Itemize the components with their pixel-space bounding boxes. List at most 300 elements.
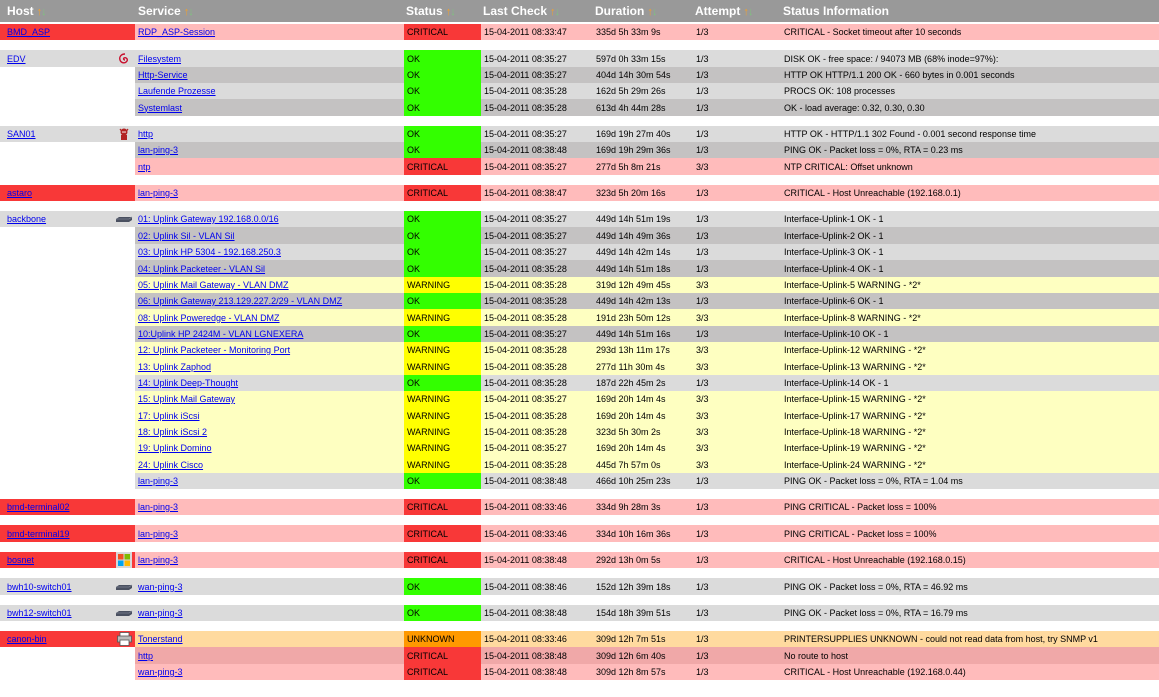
column-header-last-check[interactable] xyxy=(483,0,559,22)
sort-arrows-icon[interactable]: ↑↓ xyxy=(36,6,46,18)
duration-cell: 449d 14h 51m 16s xyxy=(593,326,693,342)
service-cell xyxy=(135,424,404,440)
column-header-duration-label: Duration xyxy=(595,4,645,18)
status-information-cell: Interface-Uplink-8 WARNING - *2* xyxy=(781,309,1159,326)
table-row xyxy=(0,99,1159,116)
last-check-cell: 15-04-2011 08:35:27 xyxy=(481,50,593,67)
attempt-cell: 1/3 xyxy=(693,525,781,542)
status-cell: OK xyxy=(404,605,481,621)
host-cell xyxy=(0,260,135,277)
service-cell xyxy=(135,440,404,456)
last-check-cell: 15-04-2011 08:35:28 xyxy=(481,456,593,473)
status-cell: WARNING xyxy=(404,309,481,326)
attempt-cell: 3/3 xyxy=(693,158,781,175)
attempt-cell: 1/3 xyxy=(693,375,781,391)
last-check-cell: 15-04-2011 08:38:46 xyxy=(481,578,593,595)
attempt-cell: 1/3 xyxy=(693,647,781,664)
host-cell xyxy=(0,24,135,40)
service-link[interactable]: 24: Uplink Cisco xyxy=(138,459,204,470)
attempt-cell: 1/3 xyxy=(693,142,781,158)
service-link[interactable]: lan-ping-3 xyxy=(138,502,179,512)
duration-cell: 319d 12h 49m 45s xyxy=(593,277,693,293)
attempt-cell: 3/3 xyxy=(693,407,781,424)
host-cell xyxy=(0,99,135,116)
status-information-cell: PING CRITICAL - Packet loss = 100% xyxy=(781,525,1159,542)
status-information-cell: Interface-Uplink-19 WARNING - *2* xyxy=(781,440,1159,456)
duration-cell: 335d 5h 33m 9s xyxy=(593,24,693,40)
service-link[interactable]: Tonerstand xyxy=(138,634,183,644)
host-link[interactable]: SAN01 xyxy=(7,129,36,139)
service-cell xyxy=(135,358,404,375)
service-cell xyxy=(135,126,404,142)
status-cell: OK xyxy=(404,375,481,391)
duration-cell: 293d 13h 11m 17s xyxy=(593,342,693,358)
last-check-cell: 15-04-2011 08:38:48 xyxy=(481,552,593,568)
table-row xyxy=(0,24,1159,40)
host-cell xyxy=(0,552,135,568)
service-cell xyxy=(135,83,404,99)
sort-arrows-icon[interactable]: ↑↓ xyxy=(550,6,560,18)
status-cell: OK xyxy=(404,293,481,309)
last-check-cell: 15-04-2011 08:35:27 xyxy=(481,211,593,227)
duration-cell: 449d 14h 42m 14s xyxy=(593,244,693,260)
service-link[interactable]: Laufende Prozesse xyxy=(138,86,216,96)
last-check-cell: 15-04-2011 08:35:28 xyxy=(481,99,593,116)
last-check-cell: 15-04-2011 08:35:28 xyxy=(481,407,593,424)
last-check-cell: 15-04-2011 08:35:27 xyxy=(481,244,593,260)
table-row xyxy=(0,185,1159,201)
last-check-cell: 15-04-2011 08:33:46 xyxy=(481,631,593,647)
column-header-attempt[interactable] xyxy=(695,0,752,22)
status-information-cell: PRINTERSUPPLIES UNKNOWN - could not read data from host, try SNMP v1 xyxy=(781,631,1159,647)
table-row xyxy=(0,227,1159,244)
host-link[interactable]: astaro xyxy=(7,188,33,198)
attempt-cell: 3/3 xyxy=(693,277,781,293)
host-link[interactable]: canon-bin xyxy=(7,634,47,644)
duration-cell: 445d 7h 57m 0s xyxy=(593,456,693,473)
host-cell xyxy=(0,185,135,201)
service-link[interactable]: 15: Uplink Mail Gateway xyxy=(138,394,236,404)
service-cell xyxy=(135,664,404,680)
attempt-cell: 1/3 xyxy=(693,326,781,342)
duration-cell: 169d 20h 14m 4s xyxy=(593,407,693,424)
service-cell xyxy=(135,99,404,116)
host-link[interactable]: bwh12-switch01 xyxy=(7,608,72,618)
attempt-cell: 1/3 xyxy=(693,552,781,568)
column-header-host[interactable] xyxy=(7,0,46,22)
last-check-cell: 15-04-2011 08:35:27 xyxy=(481,227,593,244)
table-row xyxy=(0,424,1159,440)
status-cell: OK xyxy=(404,227,481,244)
table-row xyxy=(0,158,1159,175)
host-cell xyxy=(0,244,135,260)
table-row xyxy=(0,391,1159,407)
status-information-cell: Interface-Uplink-24 WARNING - *2* xyxy=(781,456,1159,473)
status-cell: OK xyxy=(404,126,481,142)
attempt-cell: 1/3 xyxy=(693,185,781,201)
table-row xyxy=(0,358,1159,375)
duration-cell: 162d 5h 29m 26s xyxy=(593,83,693,99)
service-cell xyxy=(135,293,404,309)
host-cell xyxy=(0,375,135,391)
service-cell xyxy=(135,185,404,201)
printer-icon xyxy=(115,631,133,647)
host-cell xyxy=(0,424,135,440)
service-link[interactable]: 08: Uplink Poweredge - VLAN DMZ xyxy=(138,312,280,323)
last-check-cell: 15-04-2011 08:35:28 xyxy=(481,342,593,358)
host-cell xyxy=(0,50,135,67)
table-row xyxy=(0,326,1159,342)
service-link[interactable]: 06: Uplink Gateway 213.129.227.2/29 - VLAN DMZ xyxy=(138,296,343,306)
sort-arrows-icon[interactable]: ↑↓ xyxy=(647,6,657,18)
host-link[interactable]: EDV xyxy=(7,53,26,64)
status-information-cell: CRITICAL - Host Unreachable (192.168.0.15) xyxy=(781,552,1159,568)
status-cell: CRITICAL xyxy=(404,499,481,515)
last-check-cell: 15-04-2011 08:35:27 xyxy=(481,440,593,456)
host-link[interactable]: bwh10-switch01 xyxy=(7,581,72,592)
service-cell xyxy=(135,499,404,515)
service-cell xyxy=(135,309,404,326)
service-cell xyxy=(135,375,404,391)
windows-logo-icon xyxy=(115,552,133,568)
status-information-cell: PING OK - Packet loss = 0%, RTA = 46.92 ms xyxy=(781,578,1159,595)
table-row xyxy=(0,277,1159,293)
sort-arrows-icon[interactable]: ↑↓ xyxy=(743,6,753,18)
table-row xyxy=(0,309,1159,326)
table-row xyxy=(0,605,1159,621)
status-cell: CRITICAL xyxy=(404,24,481,40)
service-link[interactable]: 17: Uplink iScsi xyxy=(138,410,200,421)
service-link[interactable]: ntp xyxy=(138,161,151,172)
service-cell xyxy=(135,50,404,67)
service-cell xyxy=(135,605,404,621)
status-information-cell: HTTP OK HTTP/1.1 200 OK - 660 bytes in 0.001 seconds xyxy=(781,67,1159,83)
duration-cell: 187d 22h 45m 2s xyxy=(593,375,693,391)
host-cell xyxy=(0,277,135,293)
duration-cell: 191d 23h 50m 12s xyxy=(593,309,693,326)
host-cell xyxy=(0,440,135,456)
service-link[interactable]: 05: Uplink Mail Gateway - VLAN DMZ xyxy=(138,280,289,290)
duration-cell: 597d 0h 33m 15s xyxy=(593,50,693,67)
duration-cell: 613d 4h 44m 28s xyxy=(593,99,693,116)
service-link[interactable]: 18: Uplink iScsi 2 xyxy=(138,427,208,437)
service-cell xyxy=(135,227,404,244)
table-row xyxy=(0,499,1159,515)
host-cell xyxy=(0,473,135,489)
service-cell xyxy=(135,391,404,407)
status-information-cell: PING OK - Packet loss = 0%, RTA = 1.04 ms xyxy=(781,473,1159,489)
service-link[interactable]: wan-ping-3 xyxy=(138,667,183,677)
table-row xyxy=(0,67,1159,83)
attempt-cell: 3/3 xyxy=(693,391,781,407)
service-cell xyxy=(135,631,404,647)
table-row xyxy=(0,440,1159,456)
column-header-service[interactable] xyxy=(138,0,193,22)
service-cell xyxy=(135,158,404,175)
attempt-cell: 3/3 xyxy=(693,342,781,358)
status-information-cell: CRITICAL - Socket timeout after 10 seconds xyxy=(781,24,1159,40)
attempt-cell: 1/3 xyxy=(693,664,781,680)
host-cell xyxy=(0,578,135,595)
service-link[interactable]: Http-Service xyxy=(138,70,188,80)
duration-cell: 309d 12h 6m 40s xyxy=(593,647,693,664)
service-link[interactable]: 03: Uplink HP 5304 - 192.168.250.3 xyxy=(138,247,281,257)
host-cell xyxy=(0,83,135,99)
service-link[interactable]: 02: Uplink Sil - VLAN Sil xyxy=(138,230,235,241)
service-link[interactable]: lan-ping-3 xyxy=(138,555,179,565)
host-link[interactable]: bmd-terminal02 xyxy=(7,502,70,512)
table-row xyxy=(0,375,1159,391)
service-link[interactable]: 13: Uplink Zaphod xyxy=(138,361,212,372)
host-link[interactable]: BMD_ASP xyxy=(7,27,51,37)
host-cell xyxy=(0,326,135,342)
status-information-cell: PING OK - Packet loss = 0%, RTA = 0.23 ms xyxy=(781,142,1159,158)
status-cell: WARNING xyxy=(404,407,481,424)
attempt-cell: 1/3 xyxy=(693,24,781,40)
last-check-cell: 15-04-2011 08:33:46 xyxy=(481,525,593,542)
status-cell: CRITICAL xyxy=(404,185,481,201)
table-row xyxy=(0,525,1159,542)
service-cell xyxy=(135,552,404,568)
service-link[interactable]: lan-ping-3 xyxy=(138,476,179,486)
service-cell xyxy=(135,24,404,40)
status-information-cell: Interface-Uplink-3 OK - 1 xyxy=(781,244,1159,260)
service-link[interactable]: 10:Uplink HP 2424M - VLAN LGNEXERA xyxy=(138,329,304,339)
service-link[interactable]: http xyxy=(138,650,154,661)
last-check-cell: 15-04-2011 08:35:28 xyxy=(481,83,593,99)
status-cell: OK xyxy=(404,473,481,489)
attempt-cell: 1/3 xyxy=(693,260,781,277)
service-link[interactable]: wan-ping-3 xyxy=(138,608,183,618)
status-cell: OK xyxy=(404,99,481,116)
last-check-cell: 15-04-2011 08:38:47 xyxy=(481,185,593,201)
service-cell xyxy=(135,67,404,83)
last-check-cell: 15-04-2011 08:35:28 xyxy=(481,309,593,326)
table-row xyxy=(0,142,1159,158)
service-cell xyxy=(135,326,404,342)
service-link[interactable]: lan-ping-3 xyxy=(138,528,179,539)
host-cell xyxy=(0,211,135,227)
service-link[interactable]: 01: Uplink Gateway 192.168.0.0/16 xyxy=(138,214,279,224)
sort-arrows-icon[interactable]: ↑↓ xyxy=(445,6,455,18)
attempt-cell: 1/3 xyxy=(693,83,781,99)
host-cell xyxy=(0,605,135,621)
duration-cell: 323d 5h 20m 16s xyxy=(593,185,693,201)
column-header-duration[interactable] xyxy=(595,0,656,22)
host-link[interactable]: bmd-terminal19 xyxy=(7,528,70,539)
duration-cell: 334d 10h 16m 36s xyxy=(593,525,693,542)
duration-cell: 449d 14h 42m 13s xyxy=(593,293,693,309)
status-cell: OK xyxy=(404,326,481,342)
column-header-attempt-label: Attempt xyxy=(695,4,741,18)
switch-icon xyxy=(115,211,133,227)
attempt-cell: 1/3 xyxy=(693,67,781,83)
table-row xyxy=(0,126,1159,142)
status-cell: OK xyxy=(404,260,481,277)
table-row xyxy=(0,83,1159,99)
service-cell xyxy=(135,456,404,473)
attempt-cell: 1/3 xyxy=(693,99,781,116)
duration-cell: 309d 12h 7m 51s xyxy=(593,631,693,647)
status-cell: CRITICAL xyxy=(404,647,481,664)
status-information-cell: Interface-Uplink-15 WARNING - *2* xyxy=(781,391,1159,407)
duration-cell: 154d 18h 39m 51s xyxy=(593,605,693,621)
table-row xyxy=(0,552,1159,568)
host-cell xyxy=(0,525,135,542)
status-information-cell: DISK OK - free space: / 94073 MB (68% inode=97%): xyxy=(781,50,1159,67)
status-cell: CRITICAL xyxy=(404,158,481,175)
column-header-status[interactable] xyxy=(406,0,455,22)
switch-icon xyxy=(115,579,133,595)
host-cell xyxy=(0,158,135,175)
duration-cell: 169d 19h 27m 40s xyxy=(593,126,693,142)
status-cell: OK xyxy=(404,244,481,260)
service-cell xyxy=(135,142,404,158)
table-row xyxy=(0,342,1159,358)
service-link[interactable]: RDP_ASP-Session xyxy=(138,27,216,37)
column-header-status-label: Status xyxy=(406,4,443,18)
service-link[interactable]: lan-ping-3 xyxy=(138,145,179,155)
attempt-cell: 3/3 xyxy=(693,309,781,326)
service-link[interactable]: Systemlast xyxy=(138,102,183,113)
status-cell: OK xyxy=(404,67,481,83)
duration-cell: 169d 19h 29m 36s xyxy=(593,142,693,158)
status-information-cell: Interface-Uplink-12 WARNING - *2* xyxy=(781,342,1159,358)
attempt-cell: 3/3 xyxy=(693,424,781,440)
service-cell xyxy=(135,407,404,424)
column-header-service-label: Service xyxy=(138,4,181,18)
last-check-cell: 15-04-2011 08:35:28 xyxy=(481,260,593,277)
host-cell xyxy=(0,142,135,158)
attempt-cell: 1/3 xyxy=(693,50,781,67)
last-check-cell: 15-04-2011 08:35:27 xyxy=(481,67,593,83)
attempt-cell: 1/3 xyxy=(693,578,781,595)
duration-cell: 292d 13h 0m 5s xyxy=(593,552,693,568)
table-row xyxy=(0,407,1159,424)
service-cell xyxy=(135,260,404,277)
duration-cell: 323d 5h 30m 2s xyxy=(593,424,693,440)
table-row xyxy=(0,50,1159,67)
column-header-status-information-label: Status Information xyxy=(783,4,890,18)
last-check-cell: 15-04-2011 08:35:28 xyxy=(481,424,593,440)
service-link[interactable]: lan-ping-3 xyxy=(138,188,179,198)
status-information-cell: PROCS OK: 108 processes xyxy=(781,83,1159,99)
last-check-cell: 15-04-2011 08:38:48 xyxy=(481,605,593,621)
status-information-cell: Interface-Uplink-18 WARNING - *2* xyxy=(781,424,1159,440)
status-cell: WARNING xyxy=(404,391,481,407)
sort-arrows-icon[interactable]: ↑↓ xyxy=(183,6,193,18)
host-cell xyxy=(0,293,135,309)
duration-cell: 449d 14h 49m 36s xyxy=(593,227,693,244)
service-cell xyxy=(135,277,404,293)
duration-cell: 404d 14h 30m 54s xyxy=(593,67,693,83)
host-cell xyxy=(0,664,135,680)
status-information-cell: Interface-Uplink-13 WARNING - *2* xyxy=(781,358,1159,375)
last-check-cell: 15-04-2011 08:35:27 xyxy=(481,391,593,407)
service-link[interactable]: 04: Uplink Packeteer - VLAN Sil xyxy=(138,263,266,274)
switch-icon xyxy=(115,605,133,621)
service-link[interactable]: 14: Uplink Deep-Thought xyxy=(138,378,239,388)
status-information-cell: Interface-Uplink-4 OK - 1 xyxy=(781,260,1159,277)
status-information-cell: Interface-Uplink-10 OK - 1 xyxy=(781,326,1159,342)
status-cell: CRITICAL xyxy=(404,552,481,568)
service-cell xyxy=(135,244,404,260)
duration-cell: 449d 14h 51m 19s xyxy=(593,211,693,227)
service-link[interactable]: wan-ping-3 xyxy=(138,581,183,592)
host-cell xyxy=(0,358,135,375)
duration-cell: 169d 20h 14m 4s xyxy=(593,440,693,456)
service-link[interactable]: 19: Uplink Domino xyxy=(138,443,212,453)
status-information-cell: CRITICAL - Host Unreachable (192.168.0.44) xyxy=(781,664,1159,680)
column-header-status-information[interactable] xyxy=(783,0,889,22)
attempt-cell: 1/3 xyxy=(693,293,781,309)
last-check-cell: 15-04-2011 08:35:27 xyxy=(481,158,593,175)
table-row xyxy=(0,244,1159,260)
attempt-cell: 1/3 xyxy=(693,126,781,142)
column-header-last-check-label: Last Check xyxy=(483,4,548,18)
table-row xyxy=(0,293,1159,309)
duration-cell: 169d 20h 14m 4s xyxy=(593,391,693,407)
last-check-cell: 15-04-2011 08:35:28 xyxy=(481,277,593,293)
status-cell: WARNING xyxy=(404,440,481,456)
host-cell xyxy=(0,227,135,244)
attempt-cell: 1/3 xyxy=(693,473,781,489)
host-link[interactable]: backbone xyxy=(7,214,47,224)
attempt-cell: 1/3 xyxy=(693,631,781,647)
last-check-cell: 15-04-2011 08:35:27 xyxy=(481,326,593,342)
status-cell: CRITICAL xyxy=(404,525,481,542)
service-cell xyxy=(135,525,404,542)
attempt-cell: 1/3 xyxy=(693,499,781,515)
status-cell: WARNING xyxy=(404,342,481,358)
status-information-cell: PING OK - Packet loss = 0%, RTA = 16.79 ms xyxy=(781,605,1159,621)
debian-logo-icon xyxy=(115,51,133,67)
status-cell: WARNING xyxy=(404,456,481,473)
host-cell xyxy=(0,391,135,407)
table-row xyxy=(0,647,1159,664)
table-row xyxy=(0,473,1159,489)
host-cell xyxy=(0,309,135,326)
duration-cell: 152d 12h 39m 18s xyxy=(593,578,693,595)
status-cell: OK xyxy=(404,578,481,595)
column-header-host-label: Host xyxy=(7,4,34,18)
host-link[interactable]: bosnet xyxy=(7,555,35,565)
status-cell: UNKNOWN xyxy=(404,631,481,647)
service-cell xyxy=(135,578,404,595)
last-check-cell: 15-04-2011 08:35:28 xyxy=(481,375,593,391)
duration-cell: 309d 12h 8m 57s xyxy=(593,664,693,680)
host-cell xyxy=(0,499,135,515)
status-information-cell: Interface-Uplink-17 WARNING - *2* xyxy=(781,407,1159,424)
host-cell xyxy=(0,407,135,424)
status-cell: OK xyxy=(404,83,481,99)
host-cell xyxy=(0,67,135,83)
service-link[interactable]: http xyxy=(138,129,154,139)
last-check-cell: 15-04-2011 08:38:48 xyxy=(481,473,593,489)
host-cell xyxy=(0,631,135,647)
status-information-cell: Interface-Uplink-2 OK - 1 xyxy=(781,227,1159,244)
service-link[interactable]: 12: Uplink Packeteer - Monitoring Port xyxy=(138,345,291,355)
freebsd-daemon-icon xyxy=(115,126,133,142)
attempt-cell: 1/3 xyxy=(693,605,781,621)
status-information-cell: Interface-Uplink-1 OK - 1 xyxy=(781,211,1159,227)
service-link[interactable]: Filesystem xyxy=(138,53,182,64)
status-information-cell: NTP CRITICAL: Offset unknown xyxy=(781,158,1159,175)
duration-cell: 277d 5h 8m 21s xyxy=(593,158,693,175)
last-check-cell: 15-04-2011 08:33:46 xyxy=(481,499,593,515)
service-cell xyxy=(135,211,404,227)
attempt-cell: 3/3 xyxy=(693,358,781,375)
